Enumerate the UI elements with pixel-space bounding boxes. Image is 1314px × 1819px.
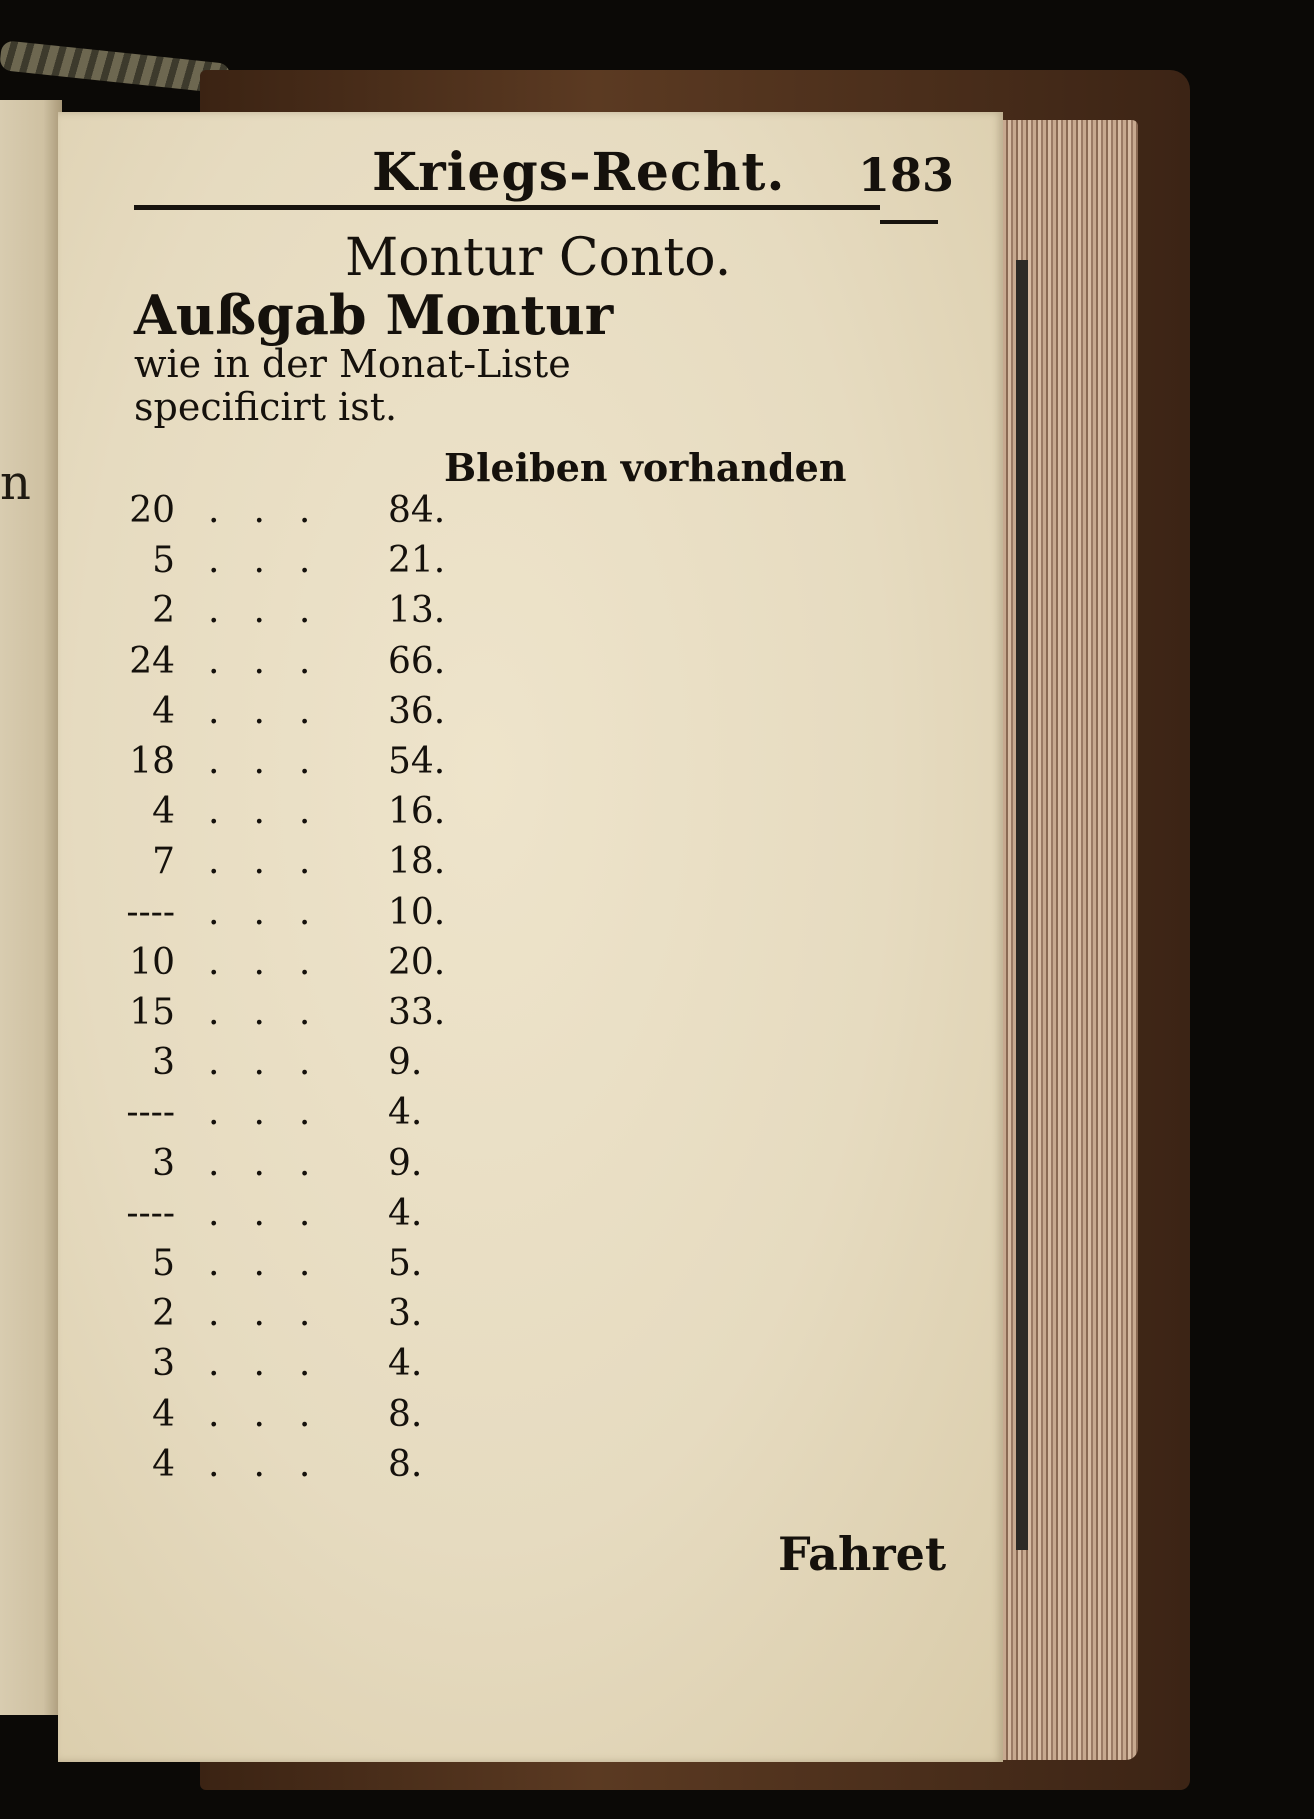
issued-count: 3 — [152, 1142, 175, 1184]
binding-cord — [0, 40, 231, 94]
bookmark-ribbon — [1016, 260, 1028, 1550]
leader-dots: ... — [208, 1243, 345, 1284]
section-heading: Montur Conto. — [345, 228, 732, 288]
description-line-1: wie in der Monat-Liste — [134, 342, 571, 386]
remaining-count: 9. — [388, 1142, 423, 1184]
issued-count: 15 — [129, 992, 175, 1033]
issued-count: 4 — [152, 1393, 175, 1435]
remaining-count: 4. — [388, 1343, 423, 1385]
remaining-count: 16. — [388, 791, 446, 833]
table-row — [0, 1293, 470, 1343]
leader-dots: ... — [208, 640, 345, 682]
table-row — [0, 1444, 470, 1494]
remaining-count: 10. — [388, 891, 446, 933]
issued-count: 5 — [152, 1243, 175, 1284]
remaining-count: 4. — [388, 1092, 423, 1134]
leader-dots: ... — [208, 1092, 345, 1134]
leader-dots: ... — [208, 741, 345, 782]
table-row — [0, 892, 470, 942]
table-row — [0, 841, 470, 891]
issued-count: ---- — [126, 1092, 175, 1134]
issued-count: 7 — [152, 841, 175, 883]
remaining-count: 84. — [388, 490, 446, 531]
remaining-count: 9. — [388, 1042, 423, 1084]
table-row — [0, 1092, 470, 1142]
issued-count: 2 — [152, 590, 175, 632]
remaining-count: 3. — [388, 1293, 423, 1335]
table-row — [0, 540, 470, 590]
table-row — [0, 1193, 470, 1243]
leader-dots: ... — [208, 1142, 345, 1184]
leader-dots: ... — [208, 992, 345, 1033]
issued-count: 5 — [152, 540, 175, 582]
leader-dots: ... — [208, 590, 345, 632]
remaining-count: 18. — [388, 841, 446, 883]
table-row — [0, 1042, 470, 1092]
description-line-2: specificirt ist. — [134, 385, 398, 429]
leader-dots: ... — [208, 1192, 345, 1234]
issued-count: 20 — [129, 490, 175, 531]
issued-count: 4 — [152, 791, 175, 833]
table-row — [0, 691, 470, 741]
issued-count: 3 — [152, 1042, 175, 1084]
table-row — [0, 641, 470, 691]
leader-dots: ... — [208, 540, 345, 582]
issued-count: 24 — [129, 640, 175, 682]
header-rule — [134, 205, 880, 210]
table-row — [0, 490, 470, 540]
table-row — [0, 791, 470, 841]
remaining-count: 20. — [388, 941, 446, 983]
left-page-fragment: n — [0, 455, 31, 511]
table-row — [0, 1394, 470, 1444]
remaining-count: 13. — [388, 590, 446, 632]
leader-dots: ... — [208, 1443, 345, 1485]
remaining-count: 54. — [388, 741, 446, 782]
leader-dots: ... — [208, 1393, 345, 1435]
remaining-count: 36. — [388, 690, 446, 732]
issued-count: 10 — [129, 941, 175, 983]
leader-dots: ... — [208, 490, 345, 531]
issued-count: 2 — [152, 1293, 175, 1335]
remaining-count: 33. — [388, 992, 446, 1033]
remaining-count: 8. — [388, 1443, 423, 1485]
remaining-count: 21. — [388, 540, 446, 582]
table-row — [0, 942, 470, 992]
remaining-count: 8. — [388, 1393, 423, 1435]
leader-dots: ... — [208, 1293, 345, 1335]
table-row — [0, 1243, 470, 1293]
leader-dots: ... — [208, 891, 345, 933]
catchword: Fahret — [778, 1527, 947, 1581]
issued-count: 18 — [129, 741, 175, 782]
issued-count: 4 — [152, 1443, 175, 1485]
leader-dots: ... — [208, 1042, 345, 1084]
table-row — [0, 1143, 470, 1193]
running-head: Kriegs-Recht. — [372, 142, 786, 203]
page-number: 183 — [858, 148, 955, 202]
header-rule-right — [880, 220, 938, 224]
subheading: Außgab Montur — [134, 283, 614, 347]
leader-dots: ... — [208, 841, 345, 883]
leader-dots: ... — [208, 1343, 345, 1385]
table-row — [0, 590, 470, 640]
issued-count: 3 — [152, 1343, 175, 1385]
leader-dots: ... — [208, 690, 345, 732]
table-row — [0, 1343, 470, 1393]
remaining-count: 5. — [388, 1243, 423, 1284]
leader-dots: ... — [208, 941, 345, 983]
issued-count: ---- — [126, 1192, 175, 1234]
remaining-count: 4. — [388, 1192, 423, 1234]
table-row — [0, 992, 470, 1042]
remaining-count: 66. — [388, 640, 446, 682]
column-heading: Bleiben vorhanden — [444, 445, 847, 490]
leader-dots: ... — [208, 791, 345, 833]
table-row — [0, 741, 470, 791]
issued-count: ---- — [126, 891, 175, 933]
issued-count: 4 — [152, 690, 175, 732]
